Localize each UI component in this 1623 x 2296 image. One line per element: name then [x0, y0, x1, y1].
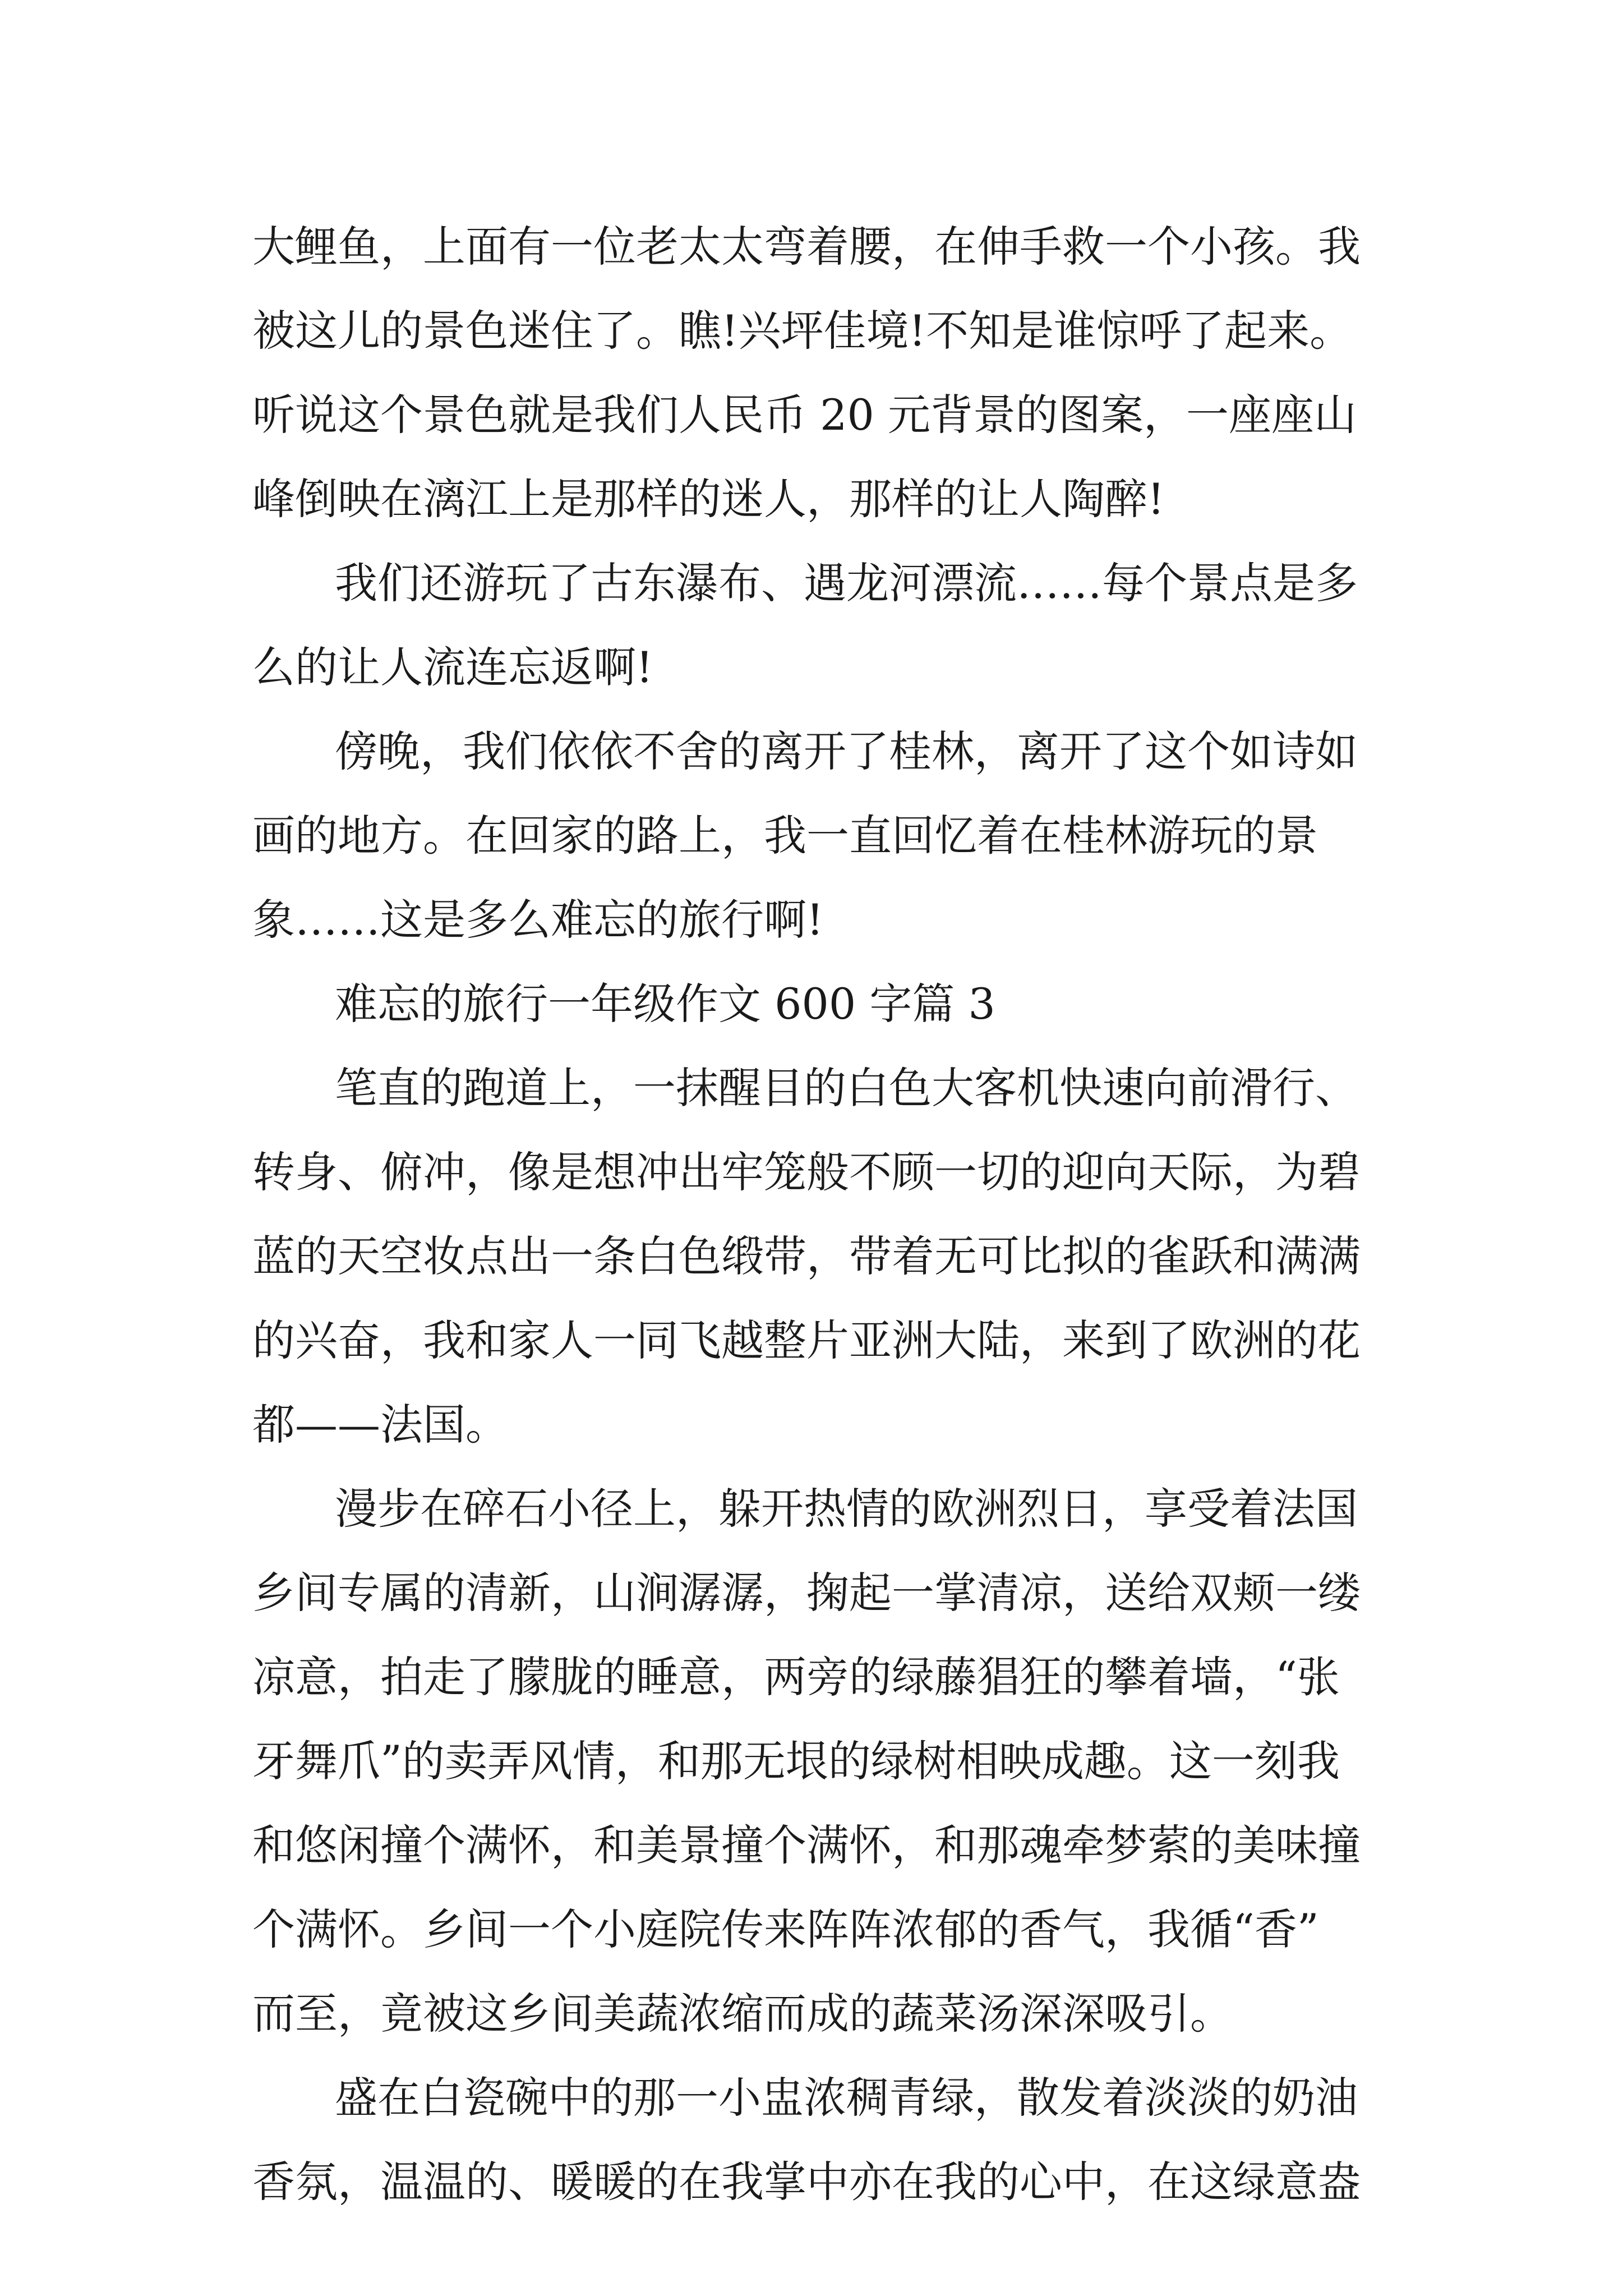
- text-line: 么的让人流连忘返啊!: [252, 642, 653, 692]
- paragraph-first-line: 笔直的跑道上，一抹醒目的白色大客机快速向前滑行、: [335, 1063, 1358, 1113]
- paragraph-first-line: 我们还游玩了古东瀑布、遇龙河漂流……每个景点是多: [335, 558, 1358, 608]
- text-line: 蓝的天空妆点出一条白色缎带，带着无可比拟的雀跃和满满: [252, 1231, 1361, 1281]
- text-line: 香氛，温温的、暖暖的在我掌中亦在我的心中，在这绿意盎: [252, 2157, 1361, 2207]
- text-line: 而至，竟被这乡间美蔬浓缩而成的蔬菜汤深深吸引。: [252, 1989, 1233, 2039]
- text-line: 个满怀。乡间一个小庭院传来阵阵浓郁的香气，我循“香”: [252, 1904, 1319, 1954]
- text-line: 画的地方。在回家的路上，我一直回忆着在桂林游玩的景: [252, 811, 1318, 861]
- text-line: 乡间专属的清新，山涧潺潺，掬起一掌清凉，送给双颊一缕: [252, 1568, 1361, 1618]
- paragraph-first-line: 漫步在碎石小径上，躲开热情的欧洲烈日，享受着法国: [335, 1484, 1358, 1534]
- paragraph-first-line: 傍晚，我们依依不舍的离开了桂林，离开了这个如诗如: [335, 726, 1358, 776]
- text-line: 峰倒映在漓江上是那样的迷人，那样的让人陶醉!: [252, 474, 1165, 524]
- text-line: 的兴奋，我和家人一同飞越整片亚洲大陆，来到了欧洲的花: [252, 1315, 1361, 1365]
- text-line: 大鲤鱼，上面有一位老太太弯着腰，在伸手救一个小孩。我: [252, 222, 1361, 272]
- text-line: 和悠闲撞个满怀，和美景撞个满怀，和那魂牵梦萦的美味撞: [252, 1820, 1361, 1870]
- text-line: 都——法国。: [252, 1400, 508, 1450]
- section-heading: 难忘的旅行一年级作文 600 字篇 3: [335, 979, 995, 1029]
- text-line: 象……这是多么难忘的旅行啊!: [252, 895, 824, 945]
- text-line: 听说这个景色就是我们人民币 20 元背景的图案，一座座山: [252, 390, 1357, 440]
- text-line: 凉意，拍走了朦胧的睡意，两旁的绿藤猖狂的攀着墙，“张: [252, 1652, 1340, 1702]
- paragraph-first-line: 盛在白瓷碗中的那一小盅浓稠青绿，散发着淡淡的奶油: [335, 2073, 1358, 2123]
- text-line: 牙舞爪”的卖弄风情，和那无垠的绿树相映成趣。这一刻我: [252, 1736, 1340, 1786]
- text-line: 转身、俯冲，像是想冲出牢笼般不顾一切的迎向天际，为碧: [252, 1147, 1361, 1197]
- text-line: 被这儿的景色迷住了。瞧!兴坪佳境!不知是谁惊呼了起来。: [252, 306, 1353, 356]
